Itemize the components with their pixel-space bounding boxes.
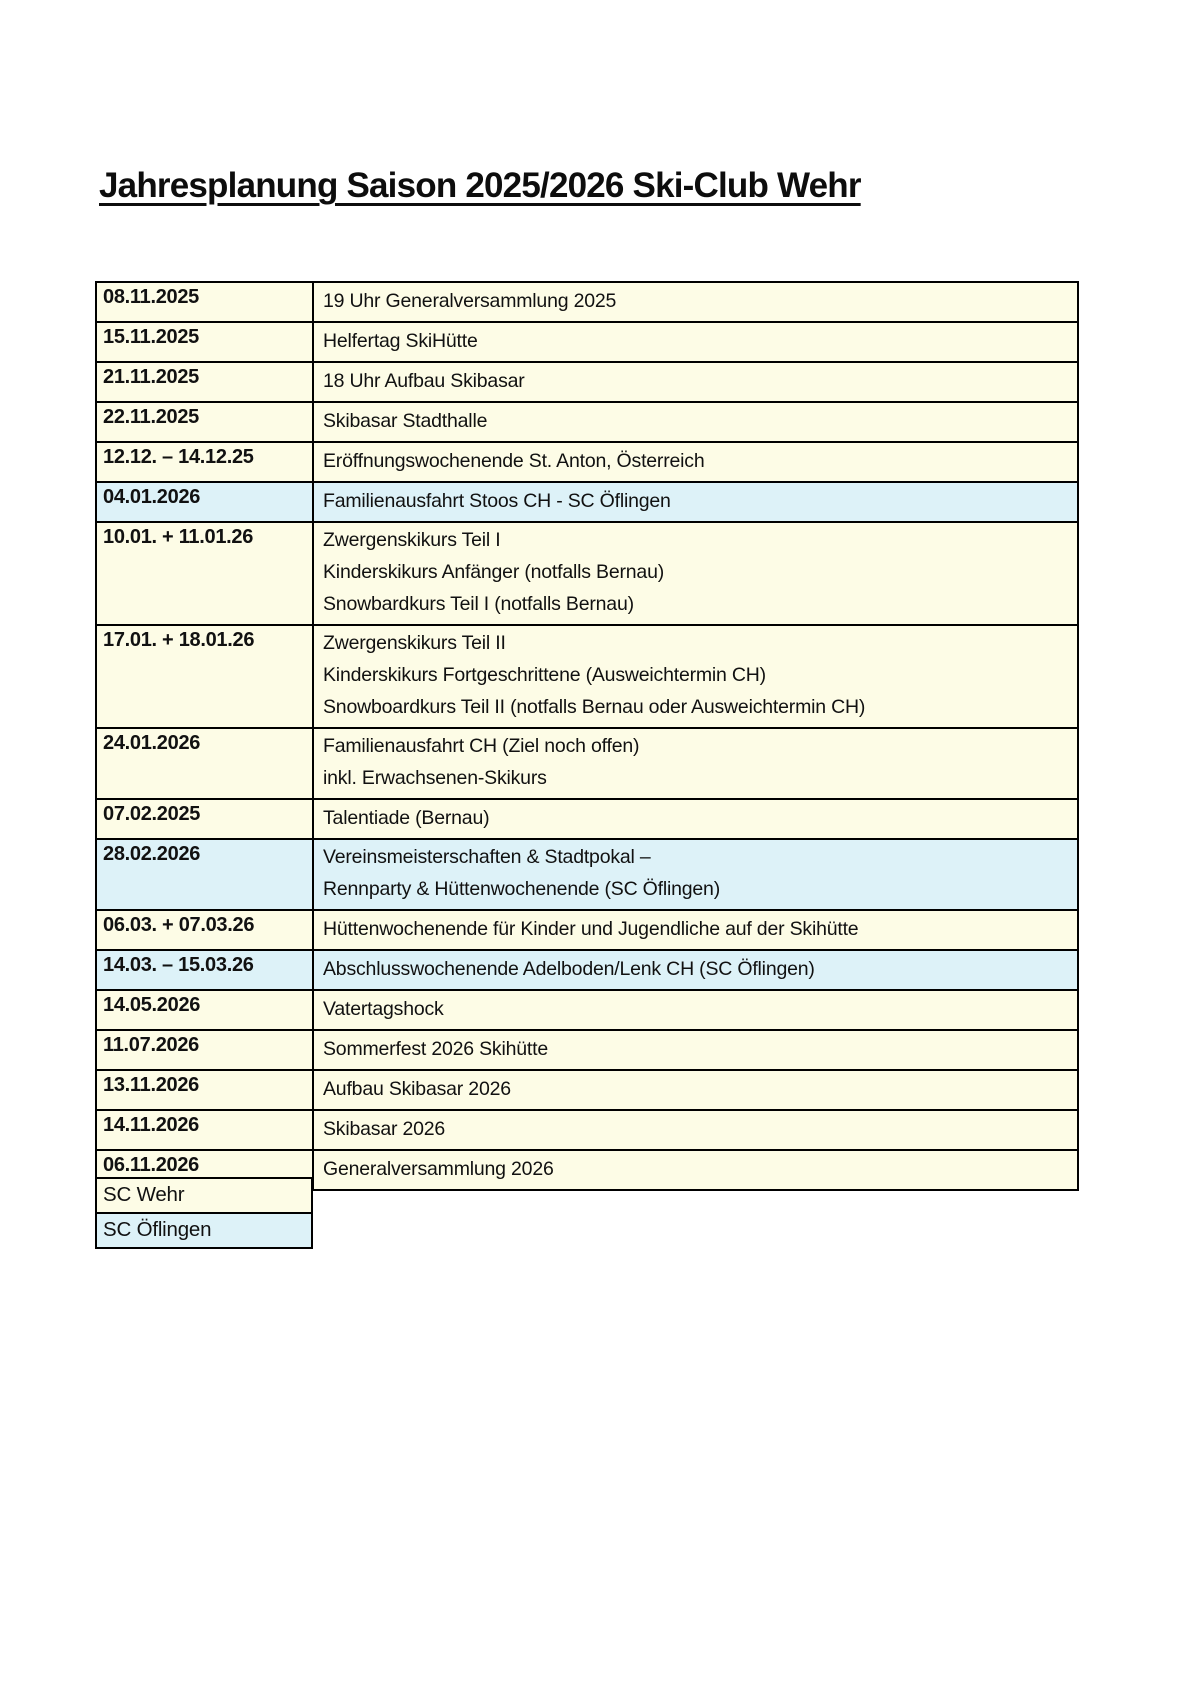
event-line: Snowbardkurs Teil I (notfalls Bernau) <box>323 593 634 615</box>
schedule-row <box>96 322 1078 362</box>
date-cell: 10.01. + 11.01.26 <box>96 522 313 625</box>
event-line: Skibasar 2026 <box>323 1118 446 1140</box>
date-cell: 04.01.2026 <box>96 482 313 522</box>
date-cell: 07.02.2025 <box>96 799 313 839</box>
event-cell <box>313 522 1078 625</box>
schedule-row <box>96 950 1078 990</box>
date-cell: 06.03. + 07.03.26 <box>96 910 313 950</box>
date-cell: 12.12. – 14.12.25 <box>96 442 313 482</box>
legend-row <box>96 1178 312 1213</box>
date-cell: 21.11.2025 <box>96 362 313 402</box>
event-line: Abschlusswochenende Adelboden/Lenk CH (SC Öflingen) <box>323 958 815 980</box>
event-line: Generalversammlung 2026 <box>323 1158 554 1180</box>
schedule-row <box>96 799 1078 839</box>
date-cell: 22.11.2025 <box>96 402 313 442</box>
event-cell <box>313 1030 1078 1070</box>
event-line: Talentiade (Bernau) <box>323 807 490 829</box>
date-cell: 14.11.2026 <box>96 1110 313 1150</box>
event-line: Kinderskikurs Fortgeschrittene (Ausweichtermin CH) <box>323 664 766 686</box>
event-cell <box>313 950 1078 990</box>
schedule-row <box>96 1110 1078 1150</box>
event-line: Zwergenskikurs Teil II <box>323 632 506 654</box>
legend-label: SC Wehr <box>96 1178 312 1213</box>
event-line: inkl. Erwachsenen-Skikurs <box>323 767 547 789</box>
event-line: Sommerfest 2026 Skihütte <box>323 1038 548 1060</box>
event-cell <box>313 990 1078 1030</box>
event-line: Skibasar Stadthalle <box>323 410 488 432</box>
page-title: Jahresplanung Saison 2025/2026 Ski-Club Wehr <box>99 166 861 205</box>
legend-row <box>96 1213 312 1248</box>
event-cell <box>313 402 1078 442</box>
event-cell <box>313 728 1078 799</box>
schedule-row <box>96 1070 1078 1110</box>
event-line: Kinderskikurs Anfänger (notfalls Bernau) <box>323 561 665 583</box>
date-cell: 17.01. + 18.01.26 <box>96 625 313 728</box>
date-cell: 14.03. – 15.03.26 <box>96 950 313 990</box>
event-line: 19 Uhr Generalversammlung 2025 <box>323 290 617 312</box>
schedule-row <box>96 282 1078 322</box>
event-cell <box>313 482 1078 522</box>
event-cell <box>313 1150 1078 1190</box>
schedule-row <box>96 990 1078 1030</box>
event-cell <box>313 839 1078 910</box>
event-cell <box>313 282 1078 322</box>
schedule-row <box>96 442 1078 482</box>
event-line: Vereinsmeisterschaften & Stadtpokal – <box>323 846 651 868</box>
event-line: Snowboardkurs Teil II (notfalls Bernau oder Ausweichtermin CH) <box>323 696 866 718</box>
date-cell: 14.05.2026 <box>96 990 313 1030</box>
schedule-row <box>96 728 1078 799</box>
schedule-row <box>96 625 1078 728</box>
date-cell: 24.01.2026 <box>96 728 313 799</box>
schedule-row <box>96 402 1078 442</box>
schedule-row <box>96 362 1078 402</box>
schedule-row <box>96 839 1078 910</box>
event-cell <box>313 1070 1078 1110</box>
event-cell <box>313 442 1078 482</box>
date-cell: 13.11.2026 <box>96 1070 313 1110</box>
event-cell <box>313 362 1078 402</box>
event-line: Eröffnungswochenende St. Anton, Österreich <box>323 450 705 472</box>
schedule-row <box>96 1030 1078 1070</box>
event-line: Vatertagshock <box>323 998 444 1020</box>
schedule-row <box>96 522 1078 625</box>
schedule-row <box>96 482 1078 522</box>
event-line: Aufbau Skibasar 2026 <box>323 1078 511 1100</box>
schedule-table <box>95 281 1079 1191</box>
event-line: Helfertag SkiHütte <box>323 330 478 352</box>
date-cell: 08.11.2025 <box>96 282 313 322</box>
date-cell: 11.07.2026 <box>96 1030 313 1070</box>
event-line: Rennparty & Hüttenwochenende (SC Öflingen) <box>323 878 720 900</box>
event-cell <box>313 1110 1078 1150</box>
event-cell <box>313 625 1078 728</box>
event-line: Hüttenwochenende für Kinder und Jugendliche auf der Skihütte <box>323 918 859 940</box>
legend-table <box>95 1177 313 1249</box>
legend-label: SC Öflingen <box>96 1213 312 1248</box>
date-cell: 15.11.2025 <box>96 322 313 362</box>
schedule-row <box>96 910 1078 950</box>
event-line: Familienausfahrt CH (Ziel noch offen) <box>323 735 640 757</box>
event-cell <box>313 799 1078 839</box>
event-cell <box>313 910 1078 950</box>
event-line: Zwergenskikurs Teil I <box>323 529 501 551</box>
event-cell <box>313 322 1078 362</box>
event-line: Familienausfahrt Stoos CH - SC Öflingen <box>323 490 671 512</box>
event-line: 18 Uhr Aufbau Skibasar <box>323 370 525 392</box>
date-cell: 06.11.2026 <box>96 1150 313 1190</box>
date-cell: 28.02.2026 <box>96 839 313 910</box>
